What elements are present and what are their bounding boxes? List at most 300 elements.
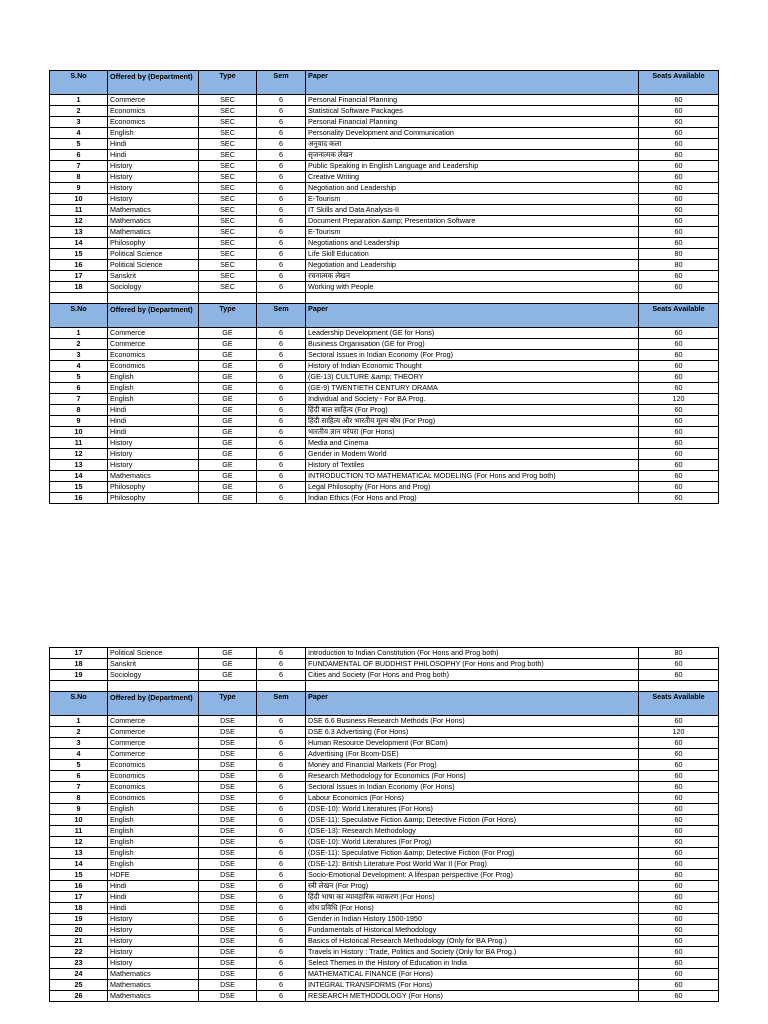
header-paper: Paper <box>306 692 639 716</box>
cell-type: SEC <box>199 117 257 128</box>
cell-sem: 6 <box>257 216 306 227</box>
cell-sem: 6 <box>257 903 306 914</box>
cell-sno: 10 <box>50 815 108 826</box>
cell-paper: (DSE-11): Speculative Fiction &amp; Detective Fiction (For Hons) <box>306 815 639 826</box>
cell-sem: 6 <box>257 460 306 471</box>
cell-paper: Negotiation and Leadership <box>306 260 639 271</box>
cell-sno: 7 <box>50 782 108 793</box>
dse-table-row <box>50 716 719 727</box>
cell-seats: 60 <box>639 659 719 670</box>
cell-type: GE <box>199 438 257 449</box>
header-sno: S.No <box>50 71 108 95</box>
ge-header-row <box>50 304 719 328</box>
cell-department: Mathematics <box>108 227 199 238</box>
cell-sem: 6 <box>257 249 306 260</box>
cell-paper: Negotiations and Leadership <box>306 238 639 249</box>
dse-table-row <box>50 760 719 771</box>
cell-sem: 6 <box>257 991 306 1002</box>
cell-paper: हिंदी बाल साहित्य (For Prog) <box>306 405 639 416</box>
cell-sno: 2 <box>50 727 108 738</box>
cell-paper: सृजनात्मक लेखन <box>306 150 639 161</box>
cell-department: Commerce <box>108 727 199 738</box>
cell-sem: 6 <box>257 738 306 749</box>
cell-department: Mathematics <box>108 991 199 1002</box>
ge-continued-body <box>50 648 719 681</box>
sec-table-row <box>50 128 719 139</box>
cell-paper: (DSE-13): Research Methodology <box>306 826 639 837</box>
cell-sno: 2 <box>50 339 108 350</box>
cell-seats: 60 <box>639 383 719 394</box>
cell-type: GE <box>199 449 257 460</box>
cell-department: History <box>108 438 199 449</box>
cell-seats: 60 <box>639 738 719 749</box>
dse-table-row <box>50 804 719 815</box>
cell-seats: 60 <box>639 914 719 925</box>
cell-paper: Travels in History : Trade, Politics and Society (Only for BA Prog.) <box>306 947 639 958</box>
cell-paper: हिंदी साहित्य और भारतीय मूल्य बोध (For Prog) <box>306 416 639 427</box>
sec-table-row <box>50 205 719 216</box>
cell-seats: 60 <box>639 804 719 815</box>
cell-department: Hindi <box>108 405 199 416</box>
sheet-page-1 <box>49 70 718 504</box>
cell-type: GE <box>199 460 257 471</box>
cell-paper: Business Organisation (GE for Prog) <box>306 339 639 350</box>
cell-seats: 60 <box>639 438 719 449</box>
cell-sem: 6 <box>257 782 306 793</box>
cell-seats: 60 <box>639 815 719 826</box>
cell-seats: 60 <box>639 271 719 282</box>
cell-seats: 60 <box>639 238 719 249</box>
cell-seats: 60 <box>639 117 719 128</box>
sec-table-row <box>50 216 719 227</box>
dse-table-body <box>50 716 719 1002</box>
cell-seats: 60 <box>639 859 719 870</box>
cell-sem: 6 <box>257 749 306 760</box>
cell-department: English <box>108 859 199 870</box>
cell-type: DSE <box>199 914 257 925</box>
cell-paper: Research Methodology for Economics (For Hons) <box>306 771 639 782</box>
cell-type: SEC <box>199 249 257 260</box>
cell-type: GE <box>199 427 257 438</box>
cell-sno: 4 <box>50 128 108 139</box>
cell-sno: 12 <box>50 449 108 460</box>
cell-paper: Human Resource Development (For BCom) <box>306 738 639 749</box>
cell-department: Hindi <box>108 139 199 150</box>
cell-seats: 60 <box>639 471 719 482</box>
cell-seats: 60 <box>639 870 719 881</box>
dse-table-row <box>50 947 719 958</box>
cell-type: DSE <box>199 760 257 771</box>
cell-department: HDFE <box>108 870 199 881</box>
cell-type: DSE <box>199 958 257 969</box>
cell-department: Hindi <box>108 903 199 914</box>
cell-type: DSE <box>199 848 257 859</box>
cell-sno: 16 <box>50 881 108 892</box>
cell-seats: 60 <box>639 826 719 837</box>
cell-type: DSE <box>199 837 257 848</box>
cell-type: DSE <box>199 903 257 914</box>
cell-sno: 1 <box>50 328 108 339</box>
ge-header <box>50 304 719 328</box>
sec-header-row <box>50 71 719 95</box>
cell-type: DSE <box>199 771 257 782</box>
cell-type: DSE <box>199 749 257 760</box>
cell-sno: 10 <box>50 427 108 438</box>
cell-type: SEC <box>199 139 257 150</box>
cell-type: GE <box>199 670 257 681</box>
cell-paper: Sectoral Issues in Indian Economy (For Hons) <box>306 782 639 793</box>
cell-type: DSE <box>199 804 257 815</box>
cell-type: DSE <box>199 881 257 892</box>
cell-sno: 4 <box>50 749 108 760</box>
cell-department: English <box>108 826 199 837</box>
cell-type: GE <box>199 482 257 493</box>
cell-sno: 17 <box>50 271 108 282</box>
cell-department: Commerce <box>108 738 199 749</box>
ge-table-row <box>50 449 719 460</box>
cell-sno: 1 <box>50 95 108 106</box>
cell-type: SEC <box>199 183 257 194</box>
dse-table-row <box>50 826 719 837</box>
cell-department: Hindi <box>108 427 199 438</box>
cell-sem: 6 <box>257 815 306 826</box>
cell-sem: 6 <box>257 227 306 238</box>
cell-paper: (DSE-10): World Literatures (For Hons) <box>306 804 639 815</box>
cell-sem: 6 <box>257 969 306 980</box>
cell-type: DSE <box>199 947 257 958</box>
cell-paper: Media and Cinema <box>306 438 639 449</box>
cell-department: Commerce <box>108 339 199 350</box>
cell-sem: 6 <box>257 339 306 350</box>
cell-sno: 18 <box>50 659 108 670</box>
cell-sem: 6 <box>257 271 306 282</box>
cell-sno: 8 <box>50 172 108 183</box>
blank-spacer <box>50 681 719 692</box>
cell-sem: 6 <box>257 383 306 394</box>
cell-seats: 120 <box>639 394 719 405</box>
cell-type: SEC <box>199 128 257 139</box>
cell-sem: 6 <box>257 670 306 681</box>
cell-sno: 18 <box>50 282 108 293</box>
cell-sno: 17 <box>50 892 108 903</box>
sec-table-row <box>50 238 719 249</box>
cell-sno: 11 <box>50 826 108 837</box>
cell-paper: (GE-9) TWENTIETH CENTURY DRAMA <box>306 383 639 394</box>
cell-paper: शोध प्रविधि (For Hons) <box>306 903 639 914</box>
cell-paper: Personal Financial Planning <box>306 95 639 106</box>
cell-department: English <box>108 837 199 848</box>
header-sno: S.No <box>50 304 108 328</box>
dse-table-row <box>50 881 719 892</box>
cell-paper: E-Tourism <box>306 227 639 238</box>
cell-sem: 6 <box>257 947 306 958</box>
cell-sno: 23 <box>50 958 108 969</box>
dse-table-row <box>50 936 719 947</box>
cell-seats: 60 <box>639 216 719 227</box>
dse-table-row <box>50 980 719 991</box>
cell-department: Commerce <box>108 749 199 760</box>
dse-table-row <box>50 892 719 903</box>
cell-department: History <box>108 936 199 947</box>
cell-seats: 60 <box>639 161 719 172</box>
cell-department: Mathematics <box>108 216 199 227</box>
sec-table-body <box>50 95 719 293</box>
sec-table-row <box>50 117 719 128</box>
cell-type: SEC <box>199 95 257 106</box>
cell-department: English <box>108 128 199 139</box>
cell-department: History <box>108 914 199 925</box>
cell-sno: 6 <box>50 150 108 161</box>
cell-department: Philosophy <box>108 238 199 249</box>
cell-sno: 7 <box>50 394 108 405</box>
cell-sem: 6 <box>257 183 306 194</box>
cell-sem: 6 <box>257 659 306 670</box>
cell-paper: अनुवाद कला <box>306 139 639 150</box>
cell-sem: 6 <box>257 194 306 205</box>
dse-table-row <box>50 815 719 826</box>
cell-department: Economics <box>108 782 199 793</box>
dse-table-row <box>50 793 719 804</box>
cell-paper: Basics of Historical Research Methodology (Only for BA Prog.) <box>306 936 639 947</box>
cell-sno: 14 <box>50 471 108 482</box>
cell-sno: 9 <box>50 183 108 194</box>
cell-sem: 6 <box>257 727 306 738</box>
cell-sno: 19 <box>50 670 108 681</box>
cell-sem: 6 <box>257 350 306 361</box>
cell-type: SEC <box>199 172 257 183</box>
cell-type: DSE <box>199 980 257 991</box>
cell-type: GE <box>199 471 257 482</box>
cell-sem: 6 <box>257 482 306 493</box>
cell-sno: 17 <box>50 648 108 659</box>
cell-sno: 13 <box>50 460 108 471</box>
cell-sno: 15 <box>50 482 108 493</box>
ge-table-row <box>50 460 719 471</box>
cell-department: English <box>108 848 199 859</box>
cell-department: Economics <box>108 106 199 117</box>
cell-type: SEC <box>199 282 257 293</box>
cell-type: SEC <box>199 227 257 238</box>
cell-seats: 60 <box>639 958 719 969</box>
dse-table-row <box>50 749 719 760</box>
cell-paper: हिंदी भाषा का व्यावहारिक व्याकरण (For Hons) <box>306 892 639 903</box>
cell-department: Commerce <box>108 328 199 339</box>
cell-seats: 60 <box>639 150 719 161</box>
cell-paper: Socio-Emotional Development: A lifespan perspective (For Prog) <box>306 870 639 881</box>
cell-sno: 3 <box>50 117 108 128</box>
cell-sem: 6 <box>257 716 306 727</box>
cell-type: GE <box>199 659 257 670</box>
cell-sem: 6 <box>257 925 306 936</box>
cell-paper: Gender in Modern World <box>306 449 639 460</box>
cell-sem: 6 <box>257 117 306 128</box>
ge-table-row <box>50 328 719 339</box>
cell-seats: 60 <box>639 969 719 980</box>
cell-seats: 120 <box>639 727 719 738</box>
cell-paper: (DSE-10): World Literatures (For Prog) <box>306 837 639 848</box>
cell-type: SEC <box>199 238 257 249</box>
cell-sno: 22 <box>50 947 108 958</box>
cell-seats: 60 <box>639 991 719 1002</box>
cell-paper: Personality Development and Communication <box>306 128 639 139</box>
cell-department: Commerce <box>108 716 199 727</box>
cell-paper: Creative Writing <box>306 172 639 183</box>
cell-sem: 6 <box>257 914 306 925</box>
cell-type: DSE <box>199 991 257 1002</box>
cell-sem: 6 <box>257 394 306 405</box>
ge-dse-table <box>49 647 719 1002</box>
header-paper: Paper <box>306 71 639 95</box>
ge-table-row <box>50 471 719 482</box>
ge-table-row <box>50 339 719 350</box>
cell-paper: Statistical Software Packages <box>306 106 639 117</box>
cell-department: Sociology <box>108 282 199 293</box>
sec-table-row <box>50 249 719 260</box>
cell-department: English <box>108 804 199 815</box>
cell-seats: 60 <box>639 460 719 471</box>
cell-department: History <box>108 958 199 969</box>
cell-seats: 60 <box>639 749 719 760</box>
cell-seats: 60 <box>639 980 719 991</box>
cell-seats: 60 <box>639 782 719 793</box>
cell-paper: स्त्री लेखन (For Prog) <box>306 881 639 892</box>
cell-sno: 8 <box>50 793 108 804</box>
cell-type: DSE <box>199 716 257 727</box>
cell-seats: 60 <box>639 128 719 139</box>
cell-type: SEC <box>199 161 257 172</box>
cell-seats: 60 <box>639 194 719 205</box>
cell-sno: 12 <box>50 216 108 227</box>
cell-sno: 11 <box>50 205 108 216</box>
cell-seats: 60 <box>639 183 719 194</box>
cell-sem: 6 <box>257 205 306 216</box>
cell-sem: 6 <box>257 260 306 271</box>
cell-sno: 16 <box>50 260 108 271</box>
cell-seats: 60 <box>639 328 719 339</box>
cell-sno: 9 <box>50 416 108 427</box>
blank-spacer <box>50 293 719 304</box>
sheet-page-2 <box>49 647 718 1002</box>
cell-sem: 6 <box>257 328 306 339</box>
cell-type: SEC <box>199 150 257 161</box>
cell-department: Sociology <box>108 670 199 681</box>
cell-type: SEC <box>199 106 257 117</box>
sec-ge-table <box>49 70 719 504</box>
dse-table-row <box>50 848 719 859</box>
cell-paper: History of Indian Economic Thought <box>306 361 639 372</box>
cell-paper: E-Tourism <box>306 194 639 205</box>
sec-table-row <box>50 95 719 106</box>
cell-type: DSE <box>199 727 257 738</box>
cell-department: Hindi <box>108 150 199 161</box>
cell-paper: Legal Philosophy (For Hons and Prog) <box>306 482 639 493</box>
sec-table-row <box>50 183 719 194</box>
cell-department: History <box>108 449 199 460</box>
header-department: Offered by (Department) <box>108 71 199 95</box>
dse-table-row <box>50 859 719 870</box>
cell-department: Philosophy <box>108 493 199 504</box>
cell-sno: 13 <box>50 227 108 238</box>
cell-paper: Personal Financial Planning <box>306 117 639 128</box>
header-type: Type <box>199 71 257 95</box>
cell-sem: 6 <box>257 405 306 416</box>
ge-table-row <box>50 648 719 659</box>
cell-seats: 80 <box>639 249 719 260</box>
dse-table-row <box>50 914 719 925</box>
cell-seats: 60 <box>639 925 719 936</box>
cell-department: Hindi <box>108 892 199 903</box>
cell-sno: 26 <box>50 991 108 1002</box>
dse-table-row <box>50 958 719 969</box>
sec-table-row <box>50 161 719 172</box>
cell-type: SEC <box>199 216 257 227</box>
cell-department: History <box>108 161 199 172</box>
cell-sno: 4 <box>50 361 108 372</box>
header-seats: Seats Available <box>639 692 719 716</box>
cell-department: English <box>108 372 199 383</box>
cell-seats: 60 <box>639 881 719 892</box>
cell-sem: 6 <box>257 172 306 183</box>
cell-seats: 60 <box>639 172 719 183</box>
cell-department: English <box>108 383 199 394</box>
cell-sno: 25 <box>50 980 108 991</box>
ge-table-row <box>50 670 719 681</box>
cell-paper: FUNDAMENTAL OF BUDDHIST PHILOSOPHY (For Hons and Prog both) <box>306 659 639 670</box>
cell-paper: DSE 6.6 Business Research Methods (For Hons) <box>306 716 639 727</box>
cell-sem: 6 <box>257 238 306 249</box>
cell-sno: 5 <box>50 139 108 150</box>
cell-paper: (DSE-11): Speculative Fiction &amp; Detective Fiction (For Prog) <box>306 848 639 859</box>
cell-type: DSE <box>199 815 257 826</box>
ge-table-row <box>50 394 719 405</box>
cell-type: GE <box>199 394 257 405</box>
cell-sem: 6 <box>257 892 306 903</box>
cell-department: Economics <box>108 760 199 771</box>
header-sem: Sem <box>257 692 306 716</box>
cell-type: GE <box>199 383 257 394</box>
cell-seats: 60 <box>639 947 719 958</box>
cell-paper: Cities and Society (For Hons and Prog both) <box>306 670 639 681</box>
cell-type: GE <box>199 405 257 416</box>
cell-department: Political Science <box>108 260 199 271</box>
dse-header-row <box>50 692 719 716</box>
dse-table-row <box>50 870 719 881</box>
sec-table-row <box>50 172 719 183</box>
cell-sno: 1 <box>50 716 108 727</box>
cell-sem: 6 <box>257 471 306 482</box>
cell-sno: 3 <box>50 350 108 361</box>
cell-sno: 20 <box>50 925 108 936</box>
cell-type: SEC <box>199 260 257 271</box>
cell-type: DSE <box>199 936 257 947</box>
dse-header <box>50 692 719 716</box>
cell-paper: Money and Financial Markets (For Prog) <box>306 760 639 771</box>
cell-department: History <box>108 947 199 958</box>
cell-type: DSE <box>199 969 257 980</box>
ge-table-body <box>50 328 719 504</box>
cell-seats: 60 <box>639 350 719 361</box>
ge-table-row <box>50 372 719 383</box>
cell-department: Economics <box>108 117 199 128</box>
cell-seats: 60 <box>639 427 719 438</box>
cell-seats: 60 <box>639 372 719 383</box>
dse-table-row <box>50 738 719 749</box>
dse-table-row <box>50 727 719 738</box>
cell-sem: 6 <box>257 771 306 782</box>
cell-sem: 6 <box>257 936 306 947</box>
header-department: Offered by (Department) <box>108 304 199 328</box>
cell-sno: 15 <box>50 249 108 260</box>
